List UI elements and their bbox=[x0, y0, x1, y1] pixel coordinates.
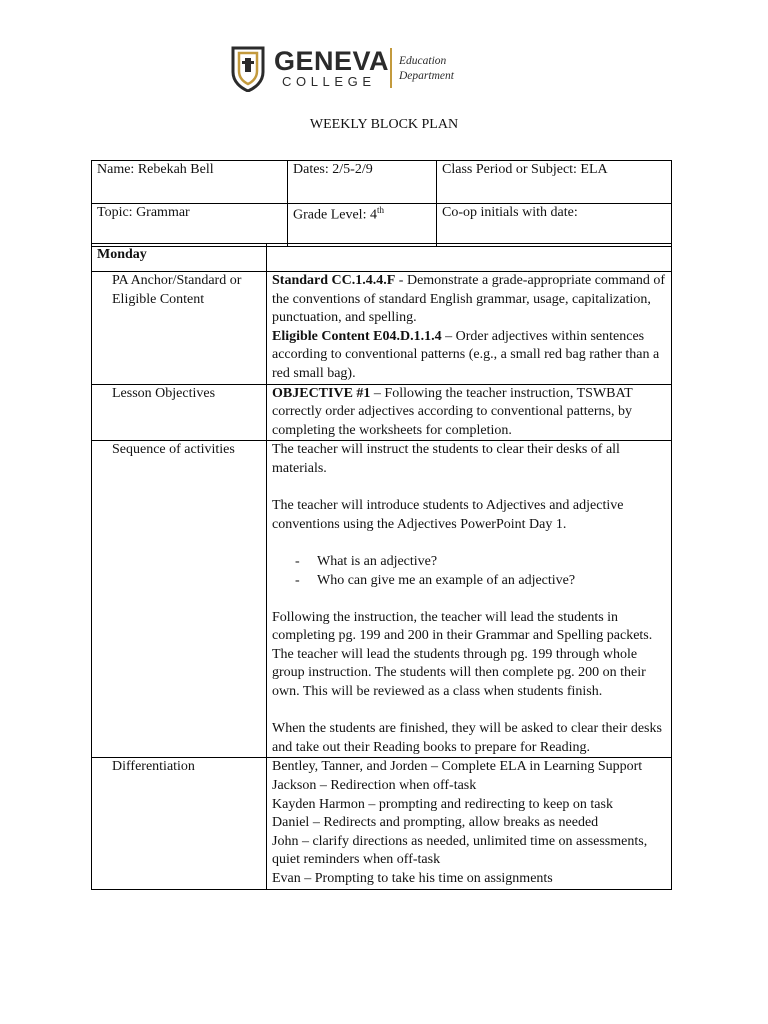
differentiation-item: John – clarify directions as needed, unlimited time on assessments, quiet reminders when off-task bbox=[272, 833, 648, 868]
differentiation-item: Evan – Prompting to take his time on assignments bbox=[272, 871, 553, 886]
question-list bbox=[272, 553, 666, 590]
logo-department: Education Department bbox=[399, 55, 454, 82]
objectives-label: Lesson Objectives bbox=[92, 384, 267, 441]
question-item: - Who can give me an example of an adjective? bbox=[289, 572, 666, 591]
logo-divider bbox=[390, 48, 392, 88]
grade-level: Grade Level: 4th bbox=[288, 204, 437, 247]
question-item: - What is an adjective? bbox=[289, 553, 666, 572]
geneva-college-logo bbox=[230, 44, 480, 94]
monday-plan-table bbox=[91, 243, 672, 890]
plan-header-table bbox=[91, 160, 672, 247]
differentiation-item: Daniel – Redirects and prompting, allow breaks as needed bbox=[272, 815, 599, 831]
sequence-paragraph: The teacher will instruct the students to clear their desks of all materials. bbox=[272, 442, 620, 476]
standard-content: Standard CC.1.4.4.F - Demonstrate a grade-appropriate command of the conventions of standard English grammar, usage, capitalization, punctuation, and spelling. Eligible Content E04.D.1.1.4 – Order adjectives within sentences according to conventional patterns (e.g., a small red bag rather than a red small bag). bbox=[267, 272, 672, 385]
standard-label: PA Anchor/Standard or Eligible Content bbox=[92, 272, 267, 385]
differentiation-content bbox=[267, 758, 672, 889]
page-title: WEEKLY BLOCK PLAN bbox=[309, 117, 459, 132]
sequence-content bbox=[267, 441, 672, 758]
class-period: Class Period or Subject: ELA bbox=[437, 161, 672, 204]
sequence-paragraph: Following the instruction, the teacher will lead the students in completing pg. 199 and 200 in their Grammar and Spelling packets. The teacher will lead the students through pg. 199 through whole group instruction. The students will then complete pg. 200 on their own. This will be reviewed as a class when students finish. bbox=[272, 609, 653, 700]
sequence-paragraph: The teacher will introduce students to Adjectives and adjective conventions using the Adjectives PowerPoint Day 1. bbox=[272, 498, 624, 532]
day-empty-cell bbox=[267, 244, 672, 272]
sequence-paragraph: When the students are finished, they will be asked to clear their desks and take out their Reading books to prepare for Reading. bbox=[272, 721, 662, 755]
differentiation-item: Jackson – Redirection when off-task bbox=[272, 778, 477, 794]
teacher-name: Name: Rebekah Bell bbox=[92, 161, 288, 204]
logo-subtitle: COLLEGE bbox=[282, 74, 376, 89]
sequence-label: Sequence of activities bbox=[92, 441, 267, 758]
differentiation-item: Kayden Harmon – prompting and redirecting to keep on task bbox=[272, 796, 613, 812]
logo-wordmark: GENEVA bbox=[274, 46, 390, 76]
day-label-monday: Monday bbox=[92, 244, 267, 272]
coop-initials: Co-op initials with date: bbox=[437, 204, 672, 247]
differentiation-item: Bentley, Tanner, and Jorden – Complete ELA in Learning Support bbox=[272, 759, 643, 775]
topic: Topic: Grammar bbox=[92, 204, 288, 247]
dates: Dates: 2/5-2/9 bbox=[288, 161, 437, 204]
differentiation-label: Differentiation bbox=[92, 758, 267, 889]
geneva-shield-icon bbox=[230, 44, 266, 92]
objectives-content: OBJECTIVE #1 – Following the teacher instruction, TSWBAT correctly order adjectives according to conventional patterns, by completing the worksheets for completion. bbox=[267, 384, 672, 441]
